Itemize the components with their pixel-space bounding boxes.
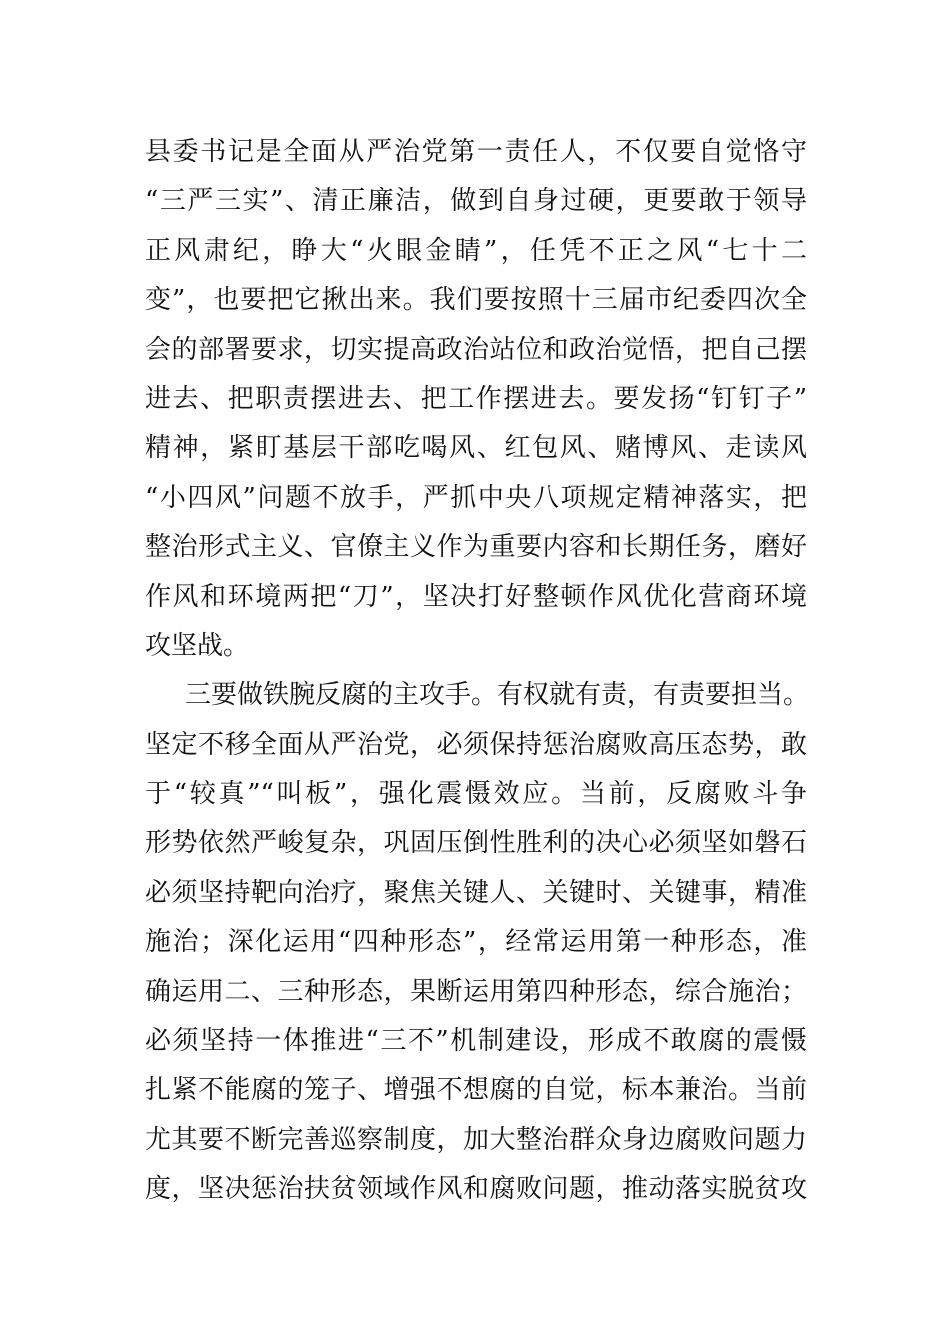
paragraph-2-line-9: 扎紧不能腐的笼子、增强不想腐的自觉，标本兼治。当前: [145, 1075, 807, 1106]
paragraph-2-line-4: 形势依然严峻复杂，巩固压倒性胜利的决心必须坚如磐石: [145, 828, 807, 859]
paragraph-2-line-10: 尤其要不断完善巡察制度，加大整治群众身边腐败问题力: [145, 1124, 807, 1155]
paragraph-1-line-5: 会的部署要求，切实提高政治站位和政治觉悟，把自己摆: [145, 334, 807, 365]
paragraph-1-line-8: “小四风”问题不放手，严抓中央八项规定精神落实，把: [145, 482, 807, 513]
paragraph-1-line-1: 县委书记是全面从严治党第一责任人，不仅要自觉恪守: [145, 137, 807, 167]
paragraph-1-line-4: 变”，也要把它揪出来。我们要按照十三届市纪委四次全: [145, 285, 807, 316]
paragraph-2-line-2: 坚定不移全面从严治党，必须保持惩治腐败高压态势，敢: [145, 729, 807, 760]
paragraph-1-line-2: “三严三实”、清正廉洁，做到自身过硬，更要敢于领导: [145, 186, 807, 217]
paragraph-2-line-5: 必须坚持靶向治疗，聚焦关键人、关键时、关键事，精准: [145, 877, 807, 908]
paragraph-2-line-11: 度，坚决惩治扶贫领域作风和腐败问题，推动落实脱贫攻: [145, 1174, 807, 1205]
paragraph-2-line-1: 三要做铁腕反腐的主攻手。有权就有责，有责要担当。: [185, 680, 810, 711]
paragraph-2-line-7: 确运用二、三种形态，果断运用第四种形态，综合施治；: [145, 976, 807, 1007]
paragraph-2-line-3: 于“较真”“叫板”，强化震慑效应。当前，反腐败斗争: [145, 779, 807, 810]
paragraph-1-line-9: 整治形式主义、官僚主义作为重要内容和长期任务，磨好: [145, 532, 807, 563]
paragraph-1-line-10: 作风和环境两把“刀”，坚决打好整顿作风优化营商环境: [145, 581, 807, 612]
paragraph-2-line-6: 施治；深化运用“四种形态”，经常运用第一种形态，准: [145, 927, 807, 958]
paragraph-1-line-6: 进去、把职责摆进去、把工作摆进去。要发扬“钉钉子”: [145, 383, 807, 414]
paragraph-1-line-7: 精神，紧盯基层干部吃喝风、红包风、赌博风、走读风: [145, 433, 807, 464]
paragraph-1-line-11: 攻坚战。: [145, 630, 250, 661]
paragraph-2: [145, 671, 810, 1214]
paragraph-1-line-3: 正风肃纪，睁大“火眼金睛”，任凭不正之风“七十二: [145, 235, 807, 266]
paragraph-1: [145, 128, 807, 671]
document-body: [145, 128, 810, 1215]
paragraph-2-line-8: 必须坚持一体推进“三不”机制建设，形成不敢腐的震慑: [145, 1026, 807, 1057]
